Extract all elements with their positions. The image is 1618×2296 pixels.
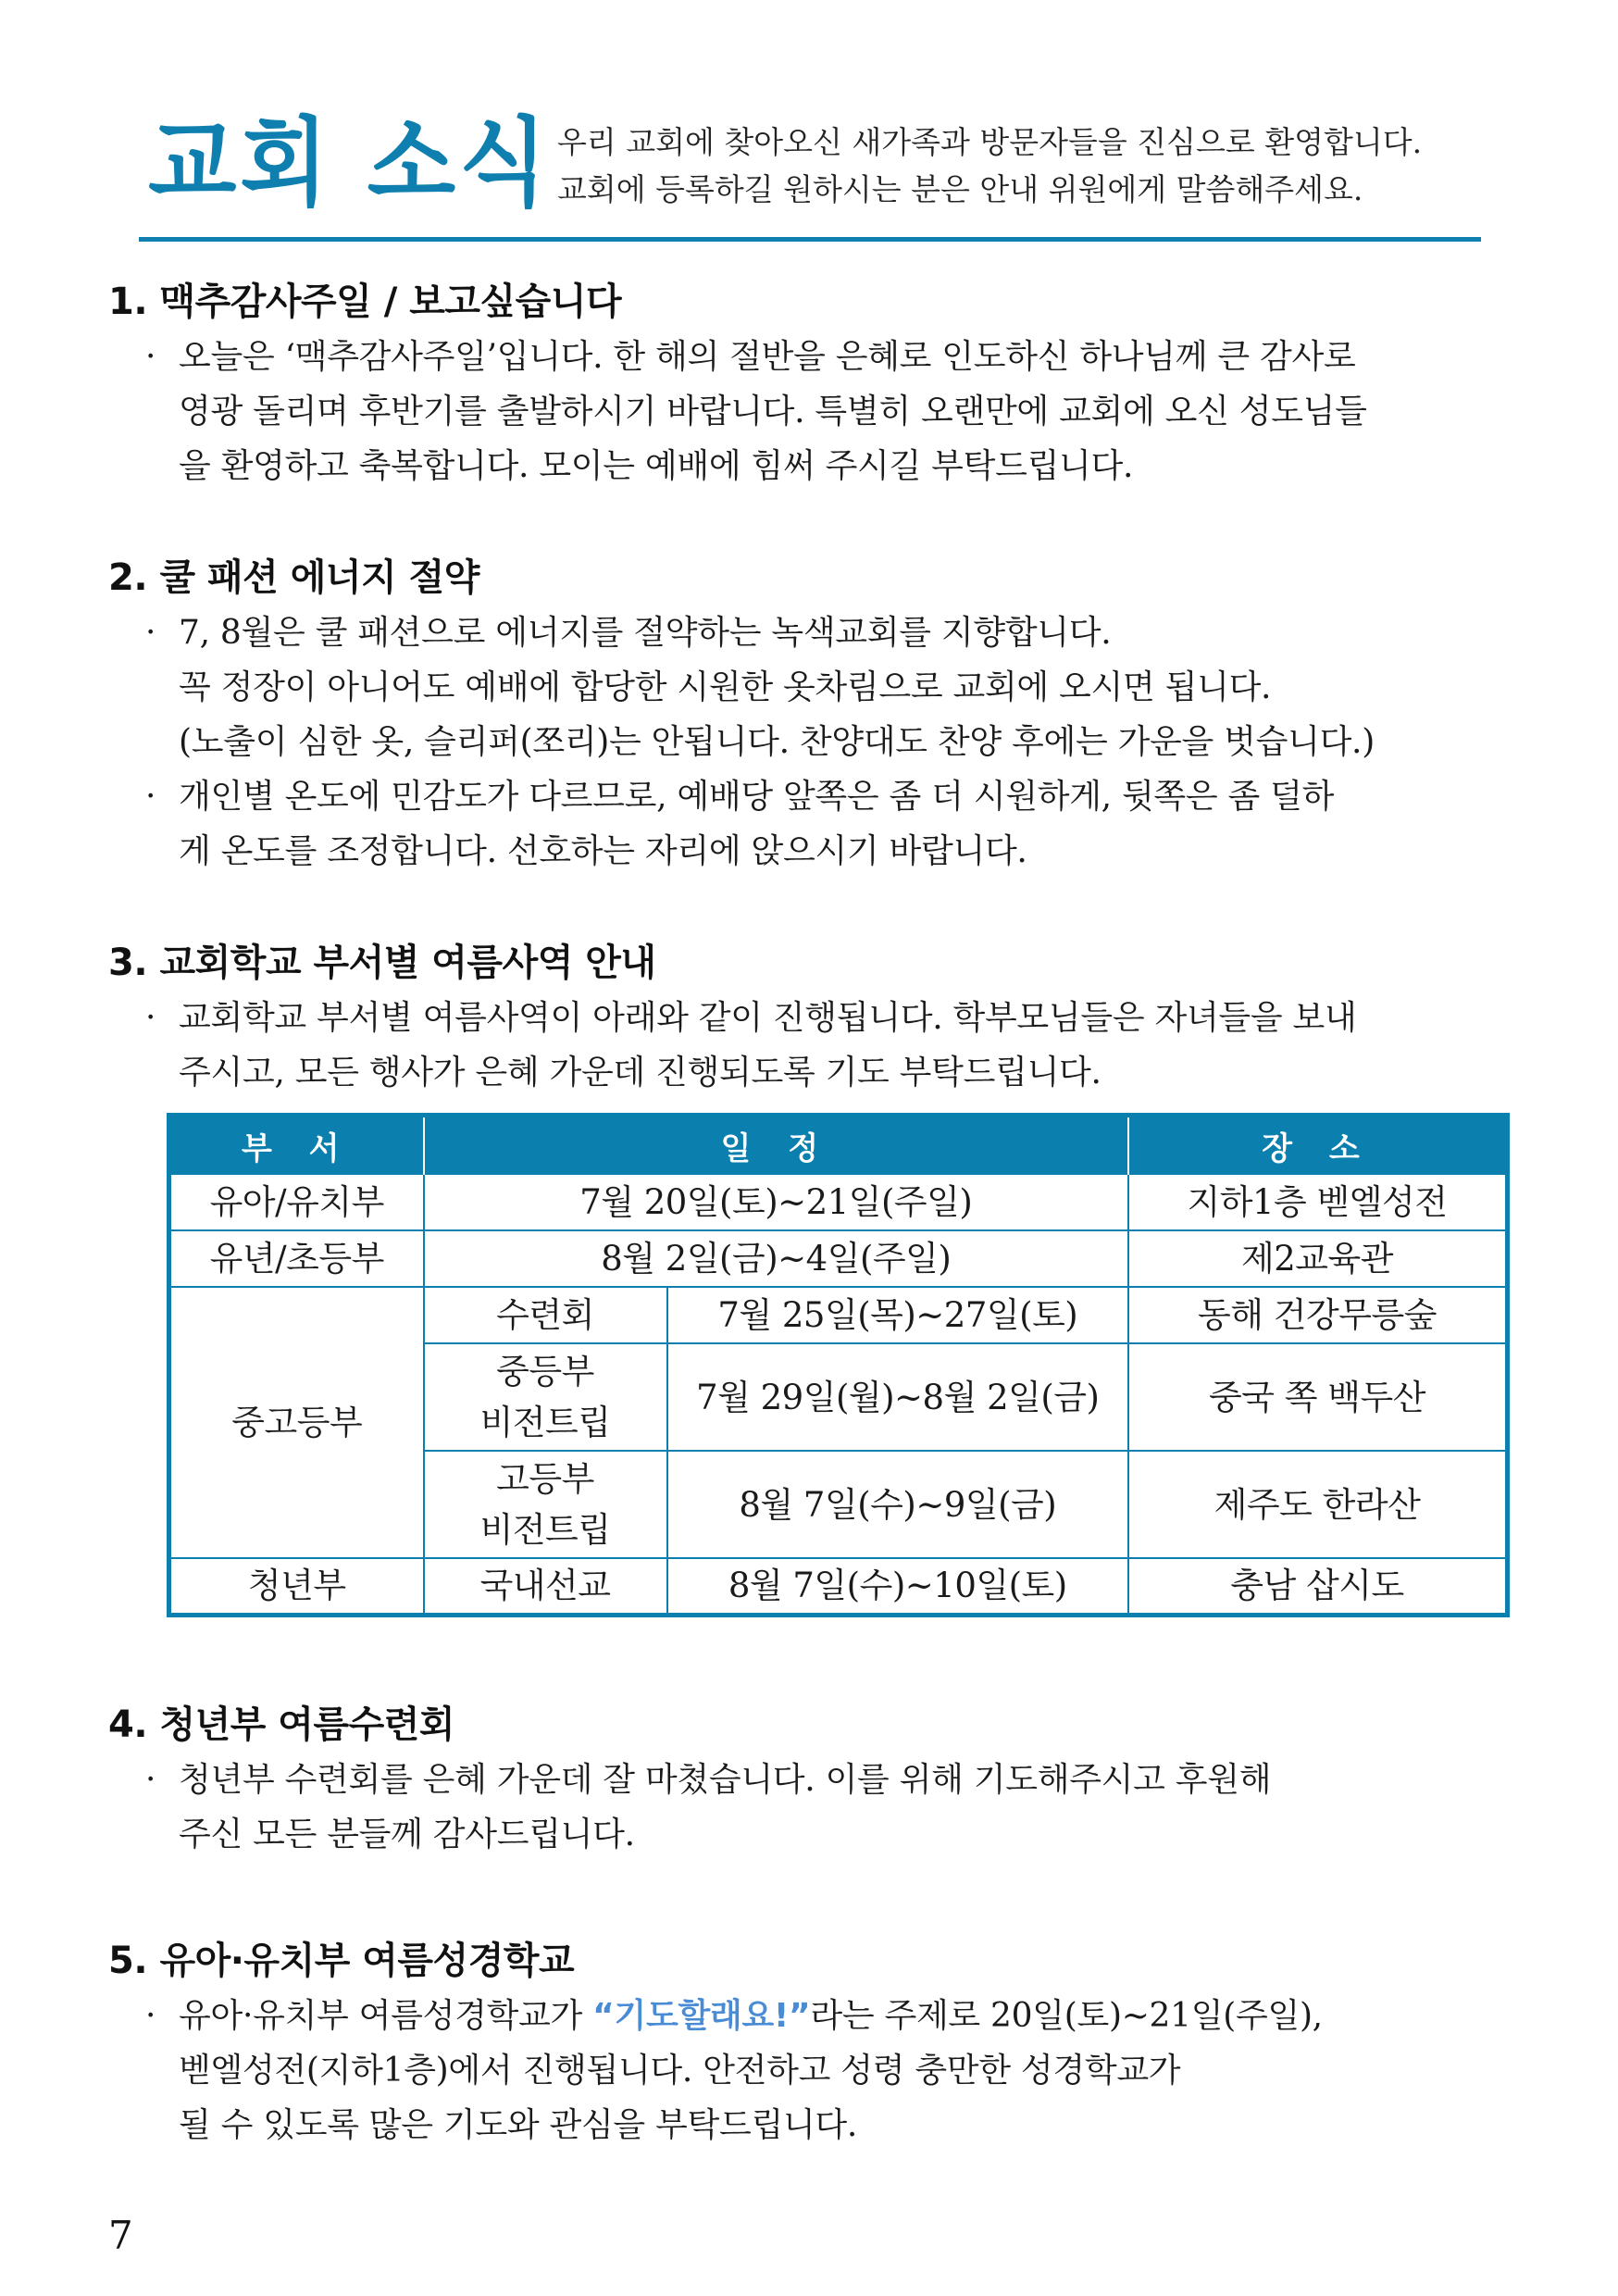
section-title: 5. 유아·유치부 여름성경학교: [108, 1940, 575, 1982]
theme-highlight: “기도할래요!”: [592, 1997, 811, 2035]
section-title: 2. 쿨 패션 에너지 절약: [108, 556, 479, 599]
text-line: [179, 1989, 1515, 2043]
date-cell: 7월 25일(목)~27일(토): [667, 1287, 1128, 1343]
dept-cell: 유아/유치부: [169, 1174, 424, 1230]
welcome-message: [557, 119, 1422, 213]
place-cell: 충남 삽시도: [1128, 1558, 1507, 1615]
event-cell: 국내선교: [424, 1558, 667, 1615]
event-line: 비전트립: [479, 1403, 611, 1442]
welcome-line: 우리 교회에 찾아오신 새가족과 방문자들을 진심으로 환영합니다.: [557, 124, 1423, 160]
place-cell: 제2교육관: [1128, 1230, 1507, 1287]
place-cell: 동해 건강무릉숲: [1128, 1287, 1507, 1343]
date-cell: 7월 29일(월)~8월 2일(금): [667, 1343, 1128, 1451]
text-line: 될 수 있도록 많은 기도와 관심을 부탁드립니다.: [179, 2106, 858, 2144]
bullet-mark: ·: [145, 338, 156, 376]
page-title: 교회 소식: [148, 106, 552, 219]
section-summer-ministry: [108, 935, 1515, 1100]
section-paragraph: [108, 991, 1515, 1100]
bullet-mark: ·: [145, 614, 156, 652]
section-paragraph: [108, 330, 1515, 493]
section-paragraph: [108, 1989, 1515, 2152]
column-header: 일 정: [424, 1116, 1129, 1175]
text-line: 오늘은 ‘맥추감사주일’입니다. 한 해의 절반을 은혜로 인도하신 하나님께 큰 감사로: [179, 338, 1356, 376]
place-cell: 중국 쪽 백두산: [1128, 1343, 1507, 1451]
dept-cell: 중고등부: [169, 1287, 424, 1558]
event-line: 비전트립: [479, 1510, 611, 1550]
bulletin-header: [139, 106, 1481, 248]
table-row: [169, 1558, 1508, 1615]
bullet-mark: ·: [145, 999, 156, 1037]
section-vbs: [108, 1933, 1515, 2152]
page-number: 7: [108, 2213, 133, 2258]
place-cell: 제주도 한라산: [1128, 1451, 1507, 1558]
section-title: 3. 교회학교 부서별 여름사역 안내: [108, 942, 656, 984]
section-title: 4. 청년부 여름수련회: [108, 1703, 454, 1746]
event-cell: [424, 1451, 667, 1558]
table-row: [169, 1174, 1508, 1230]
dept-cell: 유년/초등부: [169, 1230, 424, 1287]
text-line: 청년부 수련회를 은혜 가운데 잘 마쳤습니다. 이를 위해 기도해주시고 후원해: [179, 1761, 1272, 1799]
event-line: 고등부: [496, 1459, 594, 1499]
summer-schedule-table: [167, 1113, 1510, 1617]
text-line: 개인별 온도에 민감도가 다르므로, 예배당 앞쪽은 좀 더 시원하게, 뒷쪽은 좀 덜하: [179, 778, 1335, 816]
text-line: 주시고, 모든 행사가 은혜 가운데 진행되도록 기도 부탁드립니다.: [179, 1054, 1101, 1092]
text-line: 벧엘성전(지하1층)에서 진행됩니다. 안전하고 성령 충만한 성경학교가: [179, 2052, 1181, 2090]
bullet-mark: ·: [145, 1761, 156, 1799]
date-cell: 8월 2일(금)~4일(주일): [424, 1230, 1129, 1287]
header-divider: [139, 237, 1481, 242]
event-cell: 수련회: [424, 1287, 667, 1343]
place-cell: 지하1층 벧엘성전: [1128, 1174, 1507, 1230]
column-header: 장 소: [1128, 1116, 1507, 1175]
section-paragraph: [108, 1753, 1515, 1862]
text-line: 을 환영하고 축복합니다. 모이는 예배에 힘써 주시길 부탁드립니다.: [179, 447, 1134, 485]
text-line: 7, 8월은 쿨 패션으로 에너지를 절약하는 녹색교회를 지향합니다.: [179, 614, 1112, 652]
date-cell: 8월 7일(수)~9일(금): [667, 1451, 1128, 1558]
text-line: 주신 모든 분들께 감사드립니다.: [179, 1816, 635, 1853]
bullet-mark: ·: [145, 1997, 156, 2035]
table-row: [169, 1230, 1508, 1287]
text-line: 교회학교 부서별 여름사역이 아래와 같이 진행됩니다. 학부모님들은 자녀들을 보내: [179, 999, 1357, 1037]
welcome-line: 교회에 등록하길 원하시는 분은 안내 위원에게 말씀해주세요.: [557, 171, 1363, 207]
table-header-row: [169, 1116, 1508, 1175]
text-line: 꼭 정장이 아니어도 예배에 합당한 시원한 옷차림으로 교회에 오시면 됩니다.: [179, 668, 1272, 706]
text-line: 게 온도를 조정합니다. 선호하는 자리에 앉으시기 바랍니다.: [179, 832, 1027, 870]
text-line: (노출이 심한 옷, 슬리퍼(쪼리)는 안됩니다. 찬양대도 찬양 후에는 가운을 벗습니다.): [179, 723, 1375, 761]
event-cell: [424, 1343, 667, 1451]
text-fragment: 라는 주제로 20일(토)~21일(주일),: [810, 1997, 1323, 2035]
section-paragraph: [108, 605, 1515, 769]
date-cell: 8월 7일(수)~10일(토): [667, 1558, 1128, 1615]
section-thanksgiving: [108, 274, 1515, 493]
date-cell: 7월 20일(토)~21일(주일): [424, 1174, 1129, 1230]
text-fragment: 유아·유치부 여름성경학교가: [179, 1997, 593, 2035]
section-paragraph: [108, 769, 1515, 879]
table-row: [169, 1287, 1508, 1343]
column-header: 부 서: [169, 1116, 424, 1175]
section-cool-fashion: [108, 550, 1515, 879]
text-line: 영광 돌리며 후반기를 출발하시기 바랍니다. 특별히 오랜만에 교회에 오신 성도님들: [179, 393, 1367, 430]
bullet-mark: ·: [145, 778, 156, 816]
dept-cell: 청년부: [169, 1558, 424, 1615]
section-title: 1. 맥추감사주일 / 보고싶습니다: [108, 281, 622, 323]
section-youth-retreat: [108, 1697, 1515, 1862]
event-line: 중등부: [496, 1352, 594, 1391]
